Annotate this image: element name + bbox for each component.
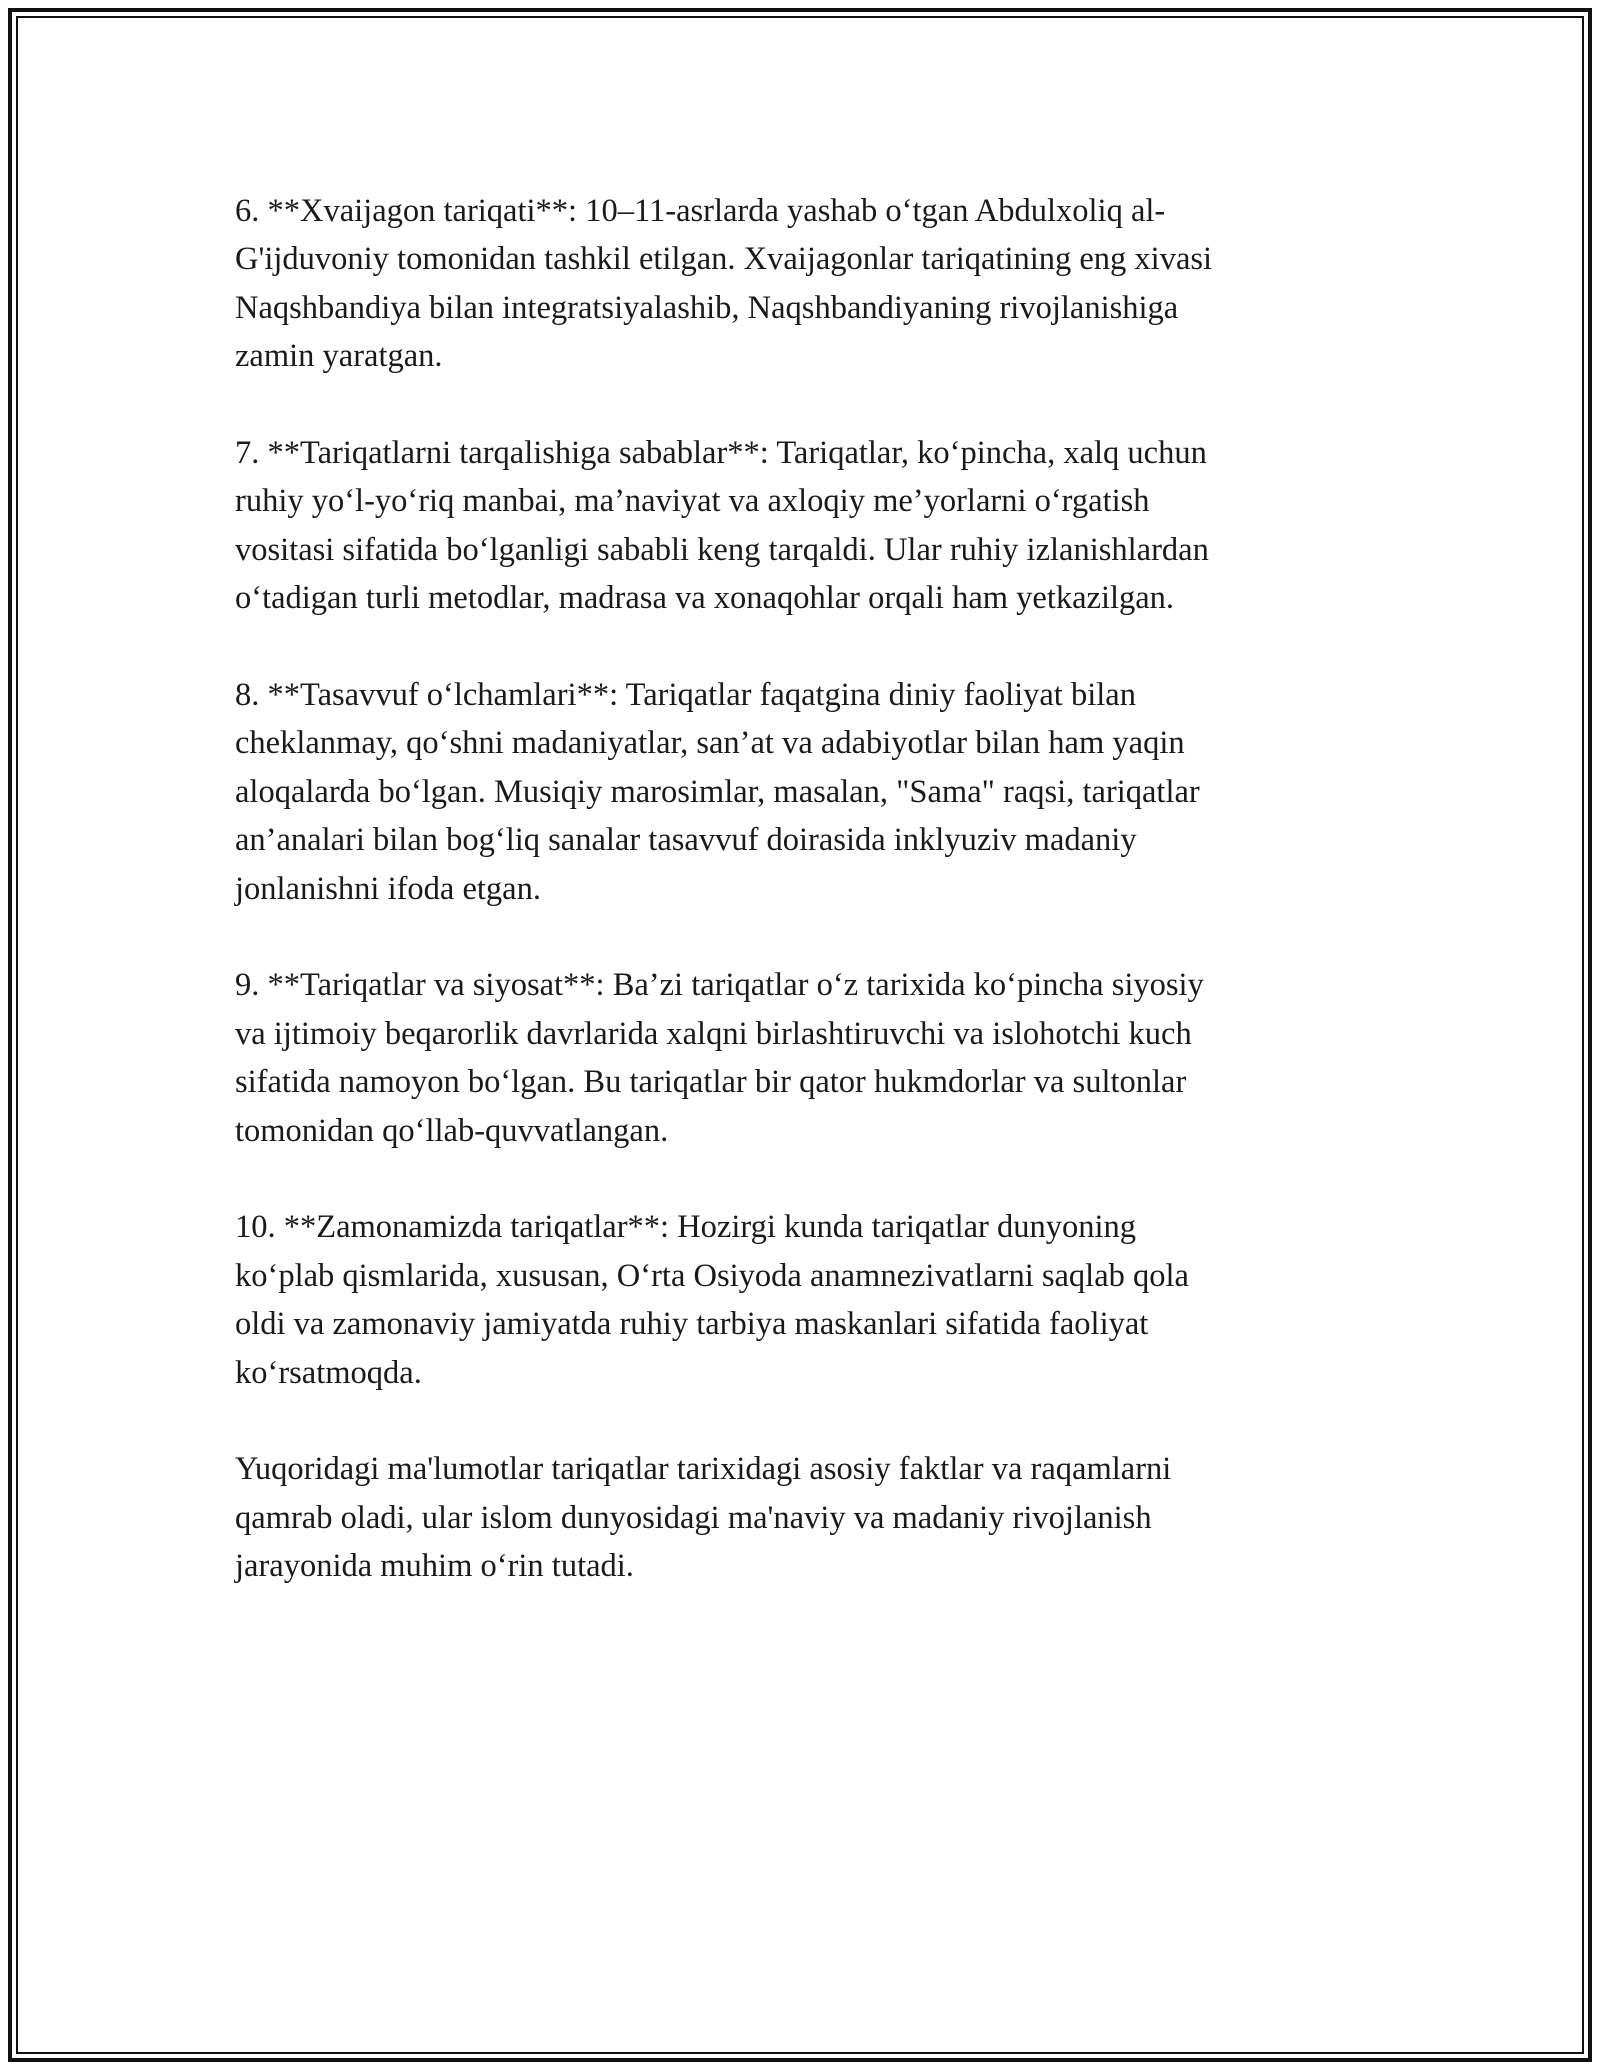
document-body xyxy=(235,187,1365,1639)
paragraph-item-7: 7. **Tariqatlarni tarqalishiga sabablar**: Tariqatlar, ko‘pincha, xalq uchun ruhiy yo‘l-yo‘riq manbai, ma’naviyat va axloqiy me’yorlarni o‘rgatish vositasi sifatida bo‘lganligi sababli keng tarqaldi. Ular ruhiy izlanishlardan o‘tadigan turli metodlar, madrasa va xonaqohlar orqali ham yetkazilgan. xyxy=(235,435,1209,617)
paragraph-item-8: 8. **Tasavvuf o‘lchamlari**: Tariqatlar faqatgina diniy faoliyat bilan cheklanmay, qo‘shni madaniyatlar, san’at va adabiyotlar bilan ham yaqin aloqalarda bo‘lgan. Musiqiy marosimlar, masalan, "Sama" raqsi, tariqatlar an’analari bilan bog‘liq sanalar tasavvuf doirasida inklyuziv madaniy jonlanishni ifoda etgan. xyxy=(235,677,1200,907)
paragraph-item-10: 10. **Zamonamizda tariqatlar**: Hozirgi kunda tariqatlar dunyoning ko‘plab qismlarida, xususan, O‘rta Osiyoda anamnezivatlarni saqlab qola oldi va zamonaviy jamiyatda ruhiy tarbiya maskanlari sifatida faoliyat ko‘rsatmoqda. xyxy=(235,1209,1189,1391)
paragraph-conclusion: Yuqoridagi ma'lumotlar tariqatlar tarixidagi asosiy faktlar va raqamlarni qamrab oladi, ular islom dunyosidagi ma'naviy va madaniy rivojlanish jarayonida muhim o‘rin tutadi. xyxy=(235,1451,1172,1585)
paragraph-item-6: 6. **Xvaijagon tariqati**: 10–11-asrlarda yashab o‘tgan Abdulxoliq al- G'ijduvoniy tomonidan tashkil etilgan. Xvaijagonlar tariqatining eng xivasi Naqshbandiya bilan integratsiyalashib, Naqshbandiyaning rivojlanishiga zamin yaratgan. xyxy=(235,193,1213,375)
paragraph-item-9: 9. **Tariqatlar va siyosat**: Ba’zi tariqatlar o‘z tarixida ko‘pincha siyosiy va ijtimoiy beqarorlik davrlarida xalqni birlashtiruvchi va islohotchi kuch sifatida namoyon bo‘lgan. Bu tariqatlar bir qator hukmdorlar va sultonlar tomonidan qo‘llab-quvvatlangan. xyxy=(235,967,1204,1149)
